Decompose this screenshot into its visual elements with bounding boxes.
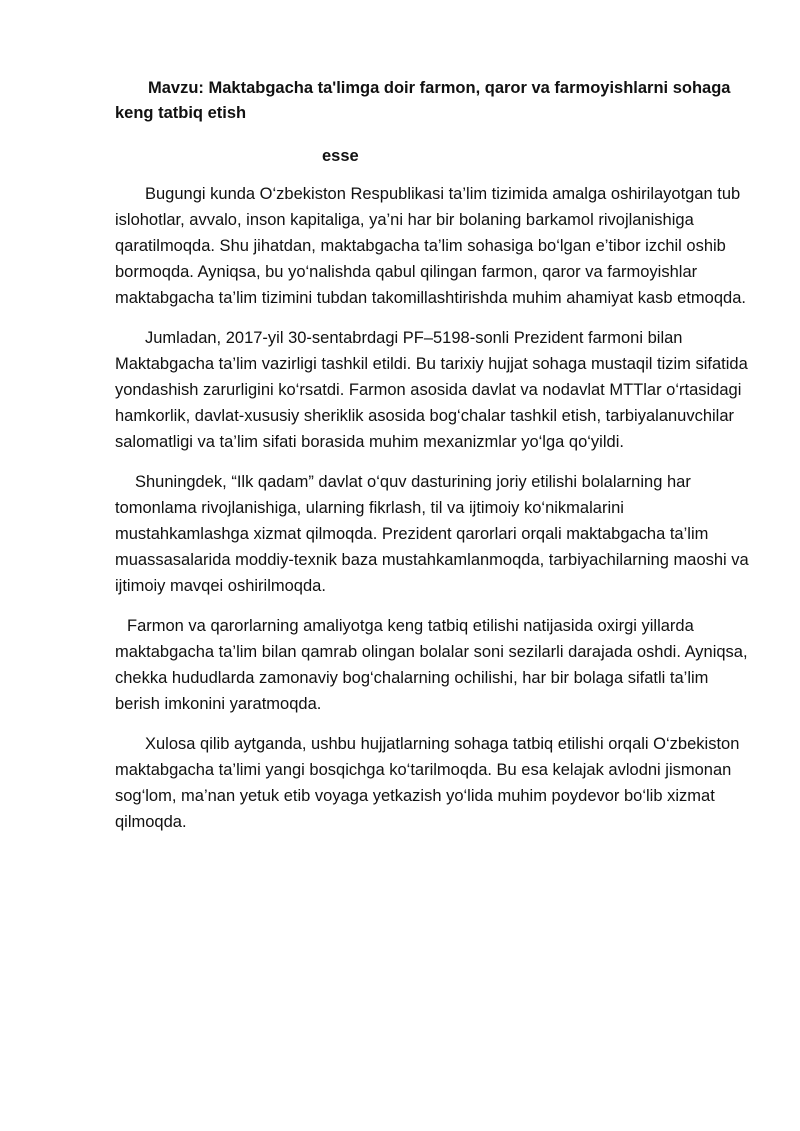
- paragraph-results: Farmon va qarorlarning amaliyotga keng tatbiq etilishi natijasida oxirgi yillarda maktabgacha ta’lim bilan qamrab olingan bolalar soni sezilarli darajada oshdi. Ayniqsa, chekka hududlarda zamonaviy bog‘chalarning ochilishi, har bir bolaga sifatli ta’lim berish imkonini yaratmoqda.: [115, 617, 748, 713]
- paragraph-conclusion: Xulosa qilib aytganda, ushbu hujjatlarning sohaga tatbiq etilishi orqali O‘zbekiston maktabgacha ta’limi yangi bosqichga ko‘tarilmoqda. Bu esa kelajak avlodni jismonan sog‘lom, ma’nan yetuk etib voyaga yetkazish yo‘lida muhim poydevor bo‘lib xizmat qilmoqda.: [115, 735, 740, 831]
- document-title: [115, 76, 755, 126]
- paragraph-decree: Jumladan, 2017-yil 30-sentabrdagi PF–5198-sonli Prezident farmoni bilan Maktabgacha ta’lim vazirligi tashkil etildi. Bu tarixiy hujjat sohaga mustaqil tizim sifatida yondashish zarurligini ko‘rsatdi. Farmon asosida davlat va nodavlat MTTlar o‘rtasidagi hamkorlik, davlat-xususiy sheriklik asosida bog‘chalar tashkil etish, tarbiyalanuvchilar salomatligi va ta’lim sifati borasida muhim mexanizmlar yo‘lga qo‘yildi.: [115, 329, 748, 451]
- document-title-text: Mavzu: Maktabgacha ta'limga doir farmon, qaror va farmoyishlarni sohaga keng tatbiq etish: [115, 79, 731, 122]
- paragraph-intro: Bugungi kunda O‘zbekiston Respublikasi ta’lim tizimida amalga oshirilayotgan tub islohotlar, avvalo, inson kapitaliga, ya’ni har bir bolaning barkamol rivojlanishiga qaratilmoqda. Shu jihatdan, maktabgacha ta’lim sohasiga bo‘lgan e’tibor izchil oshib bormoqda. Ayniqsa, bu yo‘nalishda qabul qilingan farmon, qaror va farmoyishlar maktabgacha ta’lim tizimini tubdan takomillashtirishda muhim ahamiyat kasb etmoqda.: [115, 185, 746, 307]
- document-subtitle: esse: [322, 147, 359, 165]
- paragraph-program: Shuningdek, “Ilk qadam” davlat o‘quv dasturining joriy etilishi bolalarning har tomonlama rivojlanishiga, ularning fikrlash, til va ijtimoiy ko‘nikmalarini mustahkamlashga xizmat qilmoqda. Prezident qarorlari orqali maktabgacha ta’lim muassasalarida moddiy-texnik baza mustahkamlanmoqda, tarbiyachilarning maoshi va ijtimoiy mavqei oshirilmoqda.: [115, 473, 749, 595]
- document-body: [115, 181, 755, 849]
